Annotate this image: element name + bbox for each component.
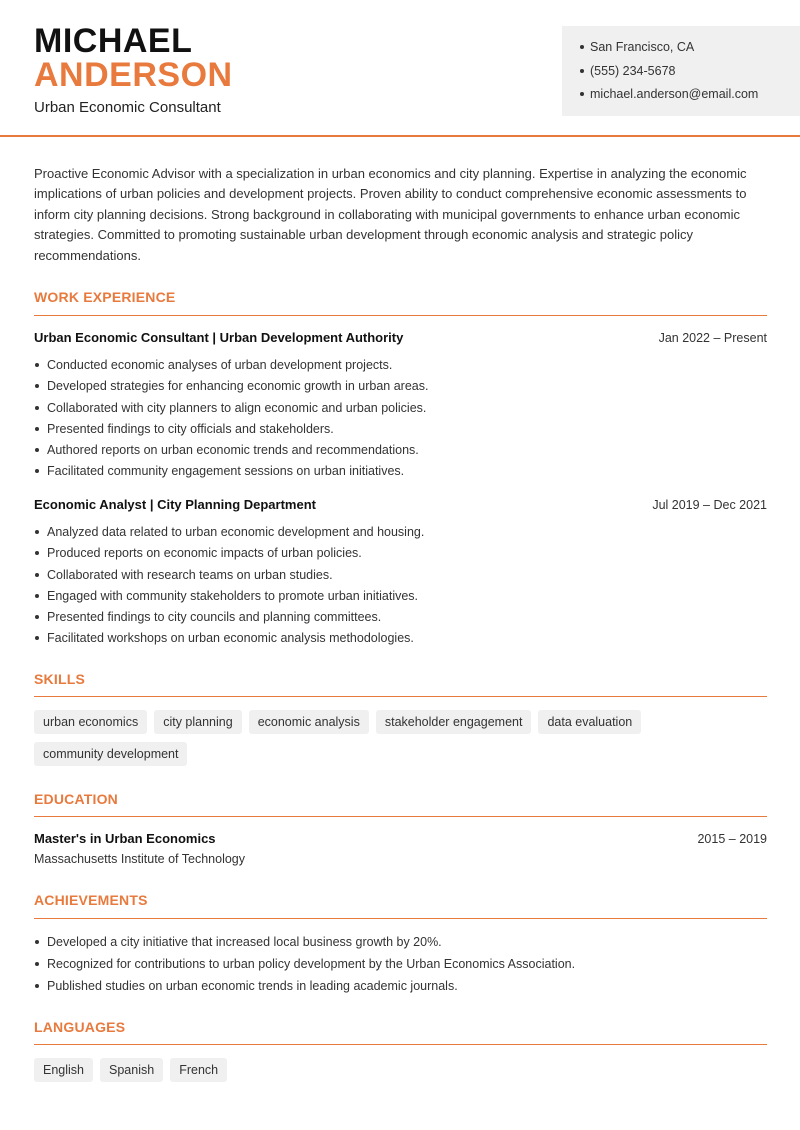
- bullet-icon: [35, 594, 39, 598]
- job-role: Economic Analyst | City Planning Department: [34, 497, 316, 512]
- skills-list: [34, 710, 767, 766]
- list-item: [34, 357, 767, 378]
- list-item: [34, 934, 767, 956]
- bullet-icon: [35, 427, 39, 431]
- list-item: [34, 609, 767, 630]
- bullet-icon: [580, 92, 584, 96]
- section-divider: [34, 816, 767, 817]
- contact-email: [580, 86, 800, 110]
- section-divider: [34, 315, 767, 316]
- job-dates: Jan 2022 – Present: [658, 331, 767, 345]
- bullet-icon: [35, 530, 39, 534]
- skill-chip: data evaluation: [538, 710, 641, 734]
- bullet-text: Recognized for contributions to urban policy development by the Urban Economics Association.: [47, 957, 576, 971]
- bullet-icon: [35, 615, 39, 619]
- summary-paragraph: Proactive Economic Advisor with a specialization in urban economics and city planning. Expertise in analyzing the economic implications of urban policies and development projects. Proven ability to conduct comprehensive economic assessments to inform city planning decisions. Strong background in collaborating with municipal governments to enhance urban economic strategies. Committed to promoting sustainable urban development through economic analysis and strategic policy recommendations.: [34, 166, 747, 263]
- phone-text: (555) 234-5678: [590, 63, 676, 78]
- bullet-icon: [35, 940, 39, 944]
- bullet-icon: [580, 45, 584, 49]
- list-item: [34, 588, 767, 609]
- bullet-icon: [35, 384, 39, 388]
- skill-chip: urban economics: [34, 710, 147, 734]
- list-item: [34, 630, 767, 651]
- job-bullets: [34, 524, 767, 652]
- bullet-text: Presented findings to city officials and stakeholders.: [47, 421, 334, 436]
- bullet-text: Published studies on urban economic trends in leading academic journals.: [47, 979, 458, 993]
- bullet-icon: [35, 363, 39, 367]
- skill-chip: stakeholder engagement: [376, 710, 532, 734]
- bullet-icon: [35, 551, 39, 555]
- job-bullets: [34, 357, 767, 485]
- education-heading: EDUCATION: [34, 791, 118, 807]
- work-experience-heading: WORK EXPERIENCE: [34, 289, 176, 305]
- contact-phone: [580, 63, 800, 87]
- bullet-text: Facilitated workshops on urban economic analysis methodologies.: [47, 631, 414, 646]
- first-name: MICHAEL: [34, 22, 193, 60]
- bullet-icon: [35, 636, 39, 640]
- job-dates: Jul 2019 – Dec 2021: [652, 498, 767, 512]
- section-divider: [34, 918, 767, 919]
- location-text: San Francisco, CA: [590, 40, 695, 54]
- email-text: michael.anderson@email.com: [590, 87, 759, 101]
- bullet-icon: [35, 984, 39, 988]
- bullet-text: Engaged with community stakeholders to promote urban initiatives.: [47, 588, 419, 603]
- school-name: Massachusetts Institute of Technology: [34, 852, 245, 866]
- section-divider: [34, 1044, 767, 1045]
- skills-heading: SKILLS: [34, 671, 85, 687]
- language-chip: English: [34, 1058, 93, 1082]
- languages-list: [34, 1058, 767, 1082]
- language-chip: French: [170, 1058, 227, 1082]
- skill-chip: community development: [34, 742, 187, 766]
- contact-box: [562, 26, 800, 116]
- bullet-text: Produced reports on economic impacts of urban policies.: [47, 546, 362, 561]
- bullet-icon: [580, 69, 584, 73]
- achievements-heading: ACHIEVEMENTS: [34, 892, 148, 908]
- list-item: [34, 421, 767, 442]
- job-header: [34, 330, 767, 345]
- achievements-list: [34, 934, 767, 1000]
- bullet-text: Facilitated community engagement sessions on urban initiatives.: [47, 464, 405, 479]
- list-item: [34, 545, 767, 566]
- bullet-text: Analyzed data related to urban economic development and housing.: [47, 525, 425, 539]
- job-role: Urban Economic Consultant | Urban Development Authority: [34, 330, 404, 345]
- last-name: ANDERSON: [34, 56, 233, 94]
- bullet-text: Developed a city initiative that increased local business growth by 20%.: [47, 935, 442, 949]
- bullet-icon: [35, 962, 39, 966]
- list-item: [34, 463, 767, 484]
- list-item: [34, 978, 767, 1000]
- list-item: [34, 567, 767, 588]
- bullet-text: Developed strategies for enhancing economic growth in urban areas.: [47, 379, 429, 394]
- bullet-text: Authored reports on urban economic trends and recommendations.: [47, 443, 419, 458]
- list-item: [34, 442, 767, 463]
- bullet-text: Conducted economic analyses of urban development projects.: [47, 358, 393, 372]
- resume-header: [0, 0, 800, 137]
- job-title: Urban Economic Consultant: [34, 99, 221, 116]
- bullet-text: Collaborated with research teams on urban studies.: [47, 567, 333, 582]
- bullet-icon: [35, 448, 39, 452]
- list-item: [34, 524, 767, 545]
- list-item: [34, 400, 767, 421]
- languages-heading: LANGUAGES: [34, 1019, 126, 1035]
- section-divider: [34, 696, 767, 697]
- contact-location: [580, 39, 800, 63]
- education-dates: 2015 – 2019: [697, 832, 767, 846]
- degree: Master's in Urban Economics: [34, 831, 216, 846]
- job-header: [34, 497, 767, 512]
- language-chip: Spanish: [100, 1058, 163, 1082]
- bullet-icon: [35, 406, 39, 410]
- bullet-icon: [35, 469, 39, 473]
- skill-chip: city planning: [154, 710, 242, 734]
- skill-chip: economic analysis: [249, 710, 369, 734]
- education-header: [34, 831, 767, 846]
- bullet-text: Presented findings to city councils and planning committees.: [47, 610, 382, 625]
- bullet-icon: [35, 573, 39, 577]
- list-item: [34, 378, 767, 399]
- list-item: [34, 956, 767, 978]
- bullet-text: Collaborated with city planners to align economic and urban policies.: [47, 400, 427, 415]
